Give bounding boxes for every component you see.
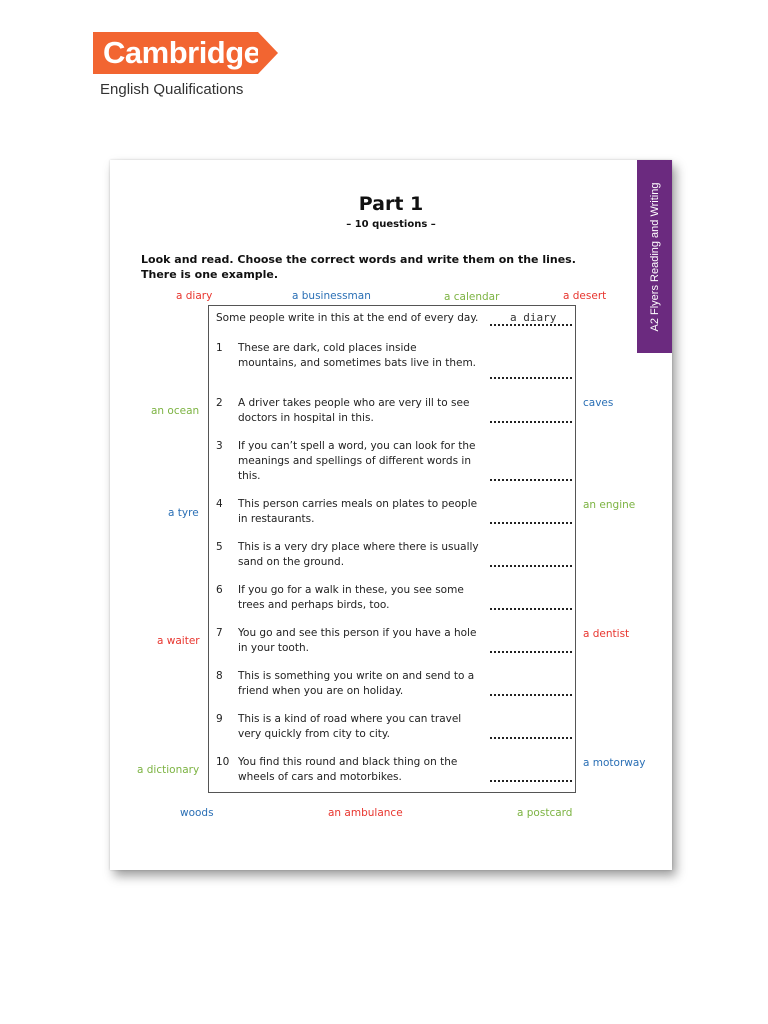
answer-line-10[interactable] [490,780,572,782]
question-1-text: These are dark, cold places inside mountains, and sometimes bats live in them. [238,342,477,369]
word-a-dentist: a dentist [583,628,630,640]
question-6-text: If you go for a walk in these, you see some trees and perhaps birds, too. [238,584,464,611]
word-a-businessman: a businessman [292,290,371,302]
question-2-text: A driver takes people who are very ill to see doctors in hospital in this. [238,397,470,424]
question-number: 8 [216,670,223,682]
part-title: Part 1 [358,193,424,215]
question-number: 9 [216,713,223,725]
word-an-ambulance: an ambulance [328,807,403,819]
example-answer-line [490,324,572,326]
question-number: 10 [216,756,230,768]
word-a-diary: a diary [176,290,213,302]
answer-line-9[interactable] [490,737,572,739]
word-a-motorway: a motorway [583,757,646,769]
logo-arrow-icon [258,32,278,74]
question-number: 4 [216,498,223,510]
answer-line-1[interactable] [490,377,572,379]
word-a-postcard: a postcard [517,807,573,819]
word-an-engine: an engine [583,499,636,511]
question-number: 3 [216,440,223,452]
side-tab [637,160,672,353]
word-caves: caves [583,397,614,409]
word-a-tyre: a tyre [168,507,199,519]
answer-line-4[interactable] [490,522,572,524]
question-number: 2 [216,397,223,409]
example-text: Some people write in this at the end of every day. [216,312,479,324]
question-number: 1 [216,342,223,354]
answer-line-7[interactable] [490,651,572,653]
instruction-line-2: There is one example. [141,268,279,281]
logo-wordmark: Cambridge [93,32,258,74]
answer-line-2[interactable] [490,421,572,423]
question-number: 7 [216,627,223,639]
example-answer: a diary [510,311,557,324]
answer-line-8[interactable] [490,694,572,696]
word-a-calendar: a calendar [444,291,500,303]
question-9-text: This is a kind of road where you can travel very quickly from city to city. [238,713,462,740]
word-woods: woods [180,807,214,819]
answer-line-6[interactable] [490,608,572,610]
question-4-text: This person carries meals on plates to people in restaurants. [238,498,478,525]
question-10-text: You find this round and black thing on the wheels of cars and motorbikes. [238,756,458,783]
instruction-line-1: Look and read. Choose the correct words and write them on the lines. [141,253,576,266]
word-a-dictionary: a dictionary [137,764,200,776]
side-tab-label: A2 Flyers Reading and Writing [648,182,661,331]
answer-line-5[interactable] [490,565,572,567]
question-number: 6 [216,584,223,596]
word-a-waiter: a waiter [157,635,200,647]
question-7-text: You go and see this person if you have a hole in your tooth. [238,627,477,654]
logo-subtitle: English Qualifications [100,81,244,98]
question-3-text: If you can’t spell a word, you can look for the meanings and spellings of different words in this. [238,440,476,482]
part-subtitle: – 10 questions – [346,219,436,230]
word-an-ocean: an ocean [151,405,200,417]
question-8-text: This is something you write on and send to a friend when you are on holiday. [238,670,475,697]
answer-line-3[interactable] [490,479,572,481]
word-a-desert: a desert [563,290,607,302]
instructions [141,252,611,282]
question-number: 5 [216,541,223,553]
question-5-text: This is a very dry place where there is usually sand on the ground. [238,541,479,568]
